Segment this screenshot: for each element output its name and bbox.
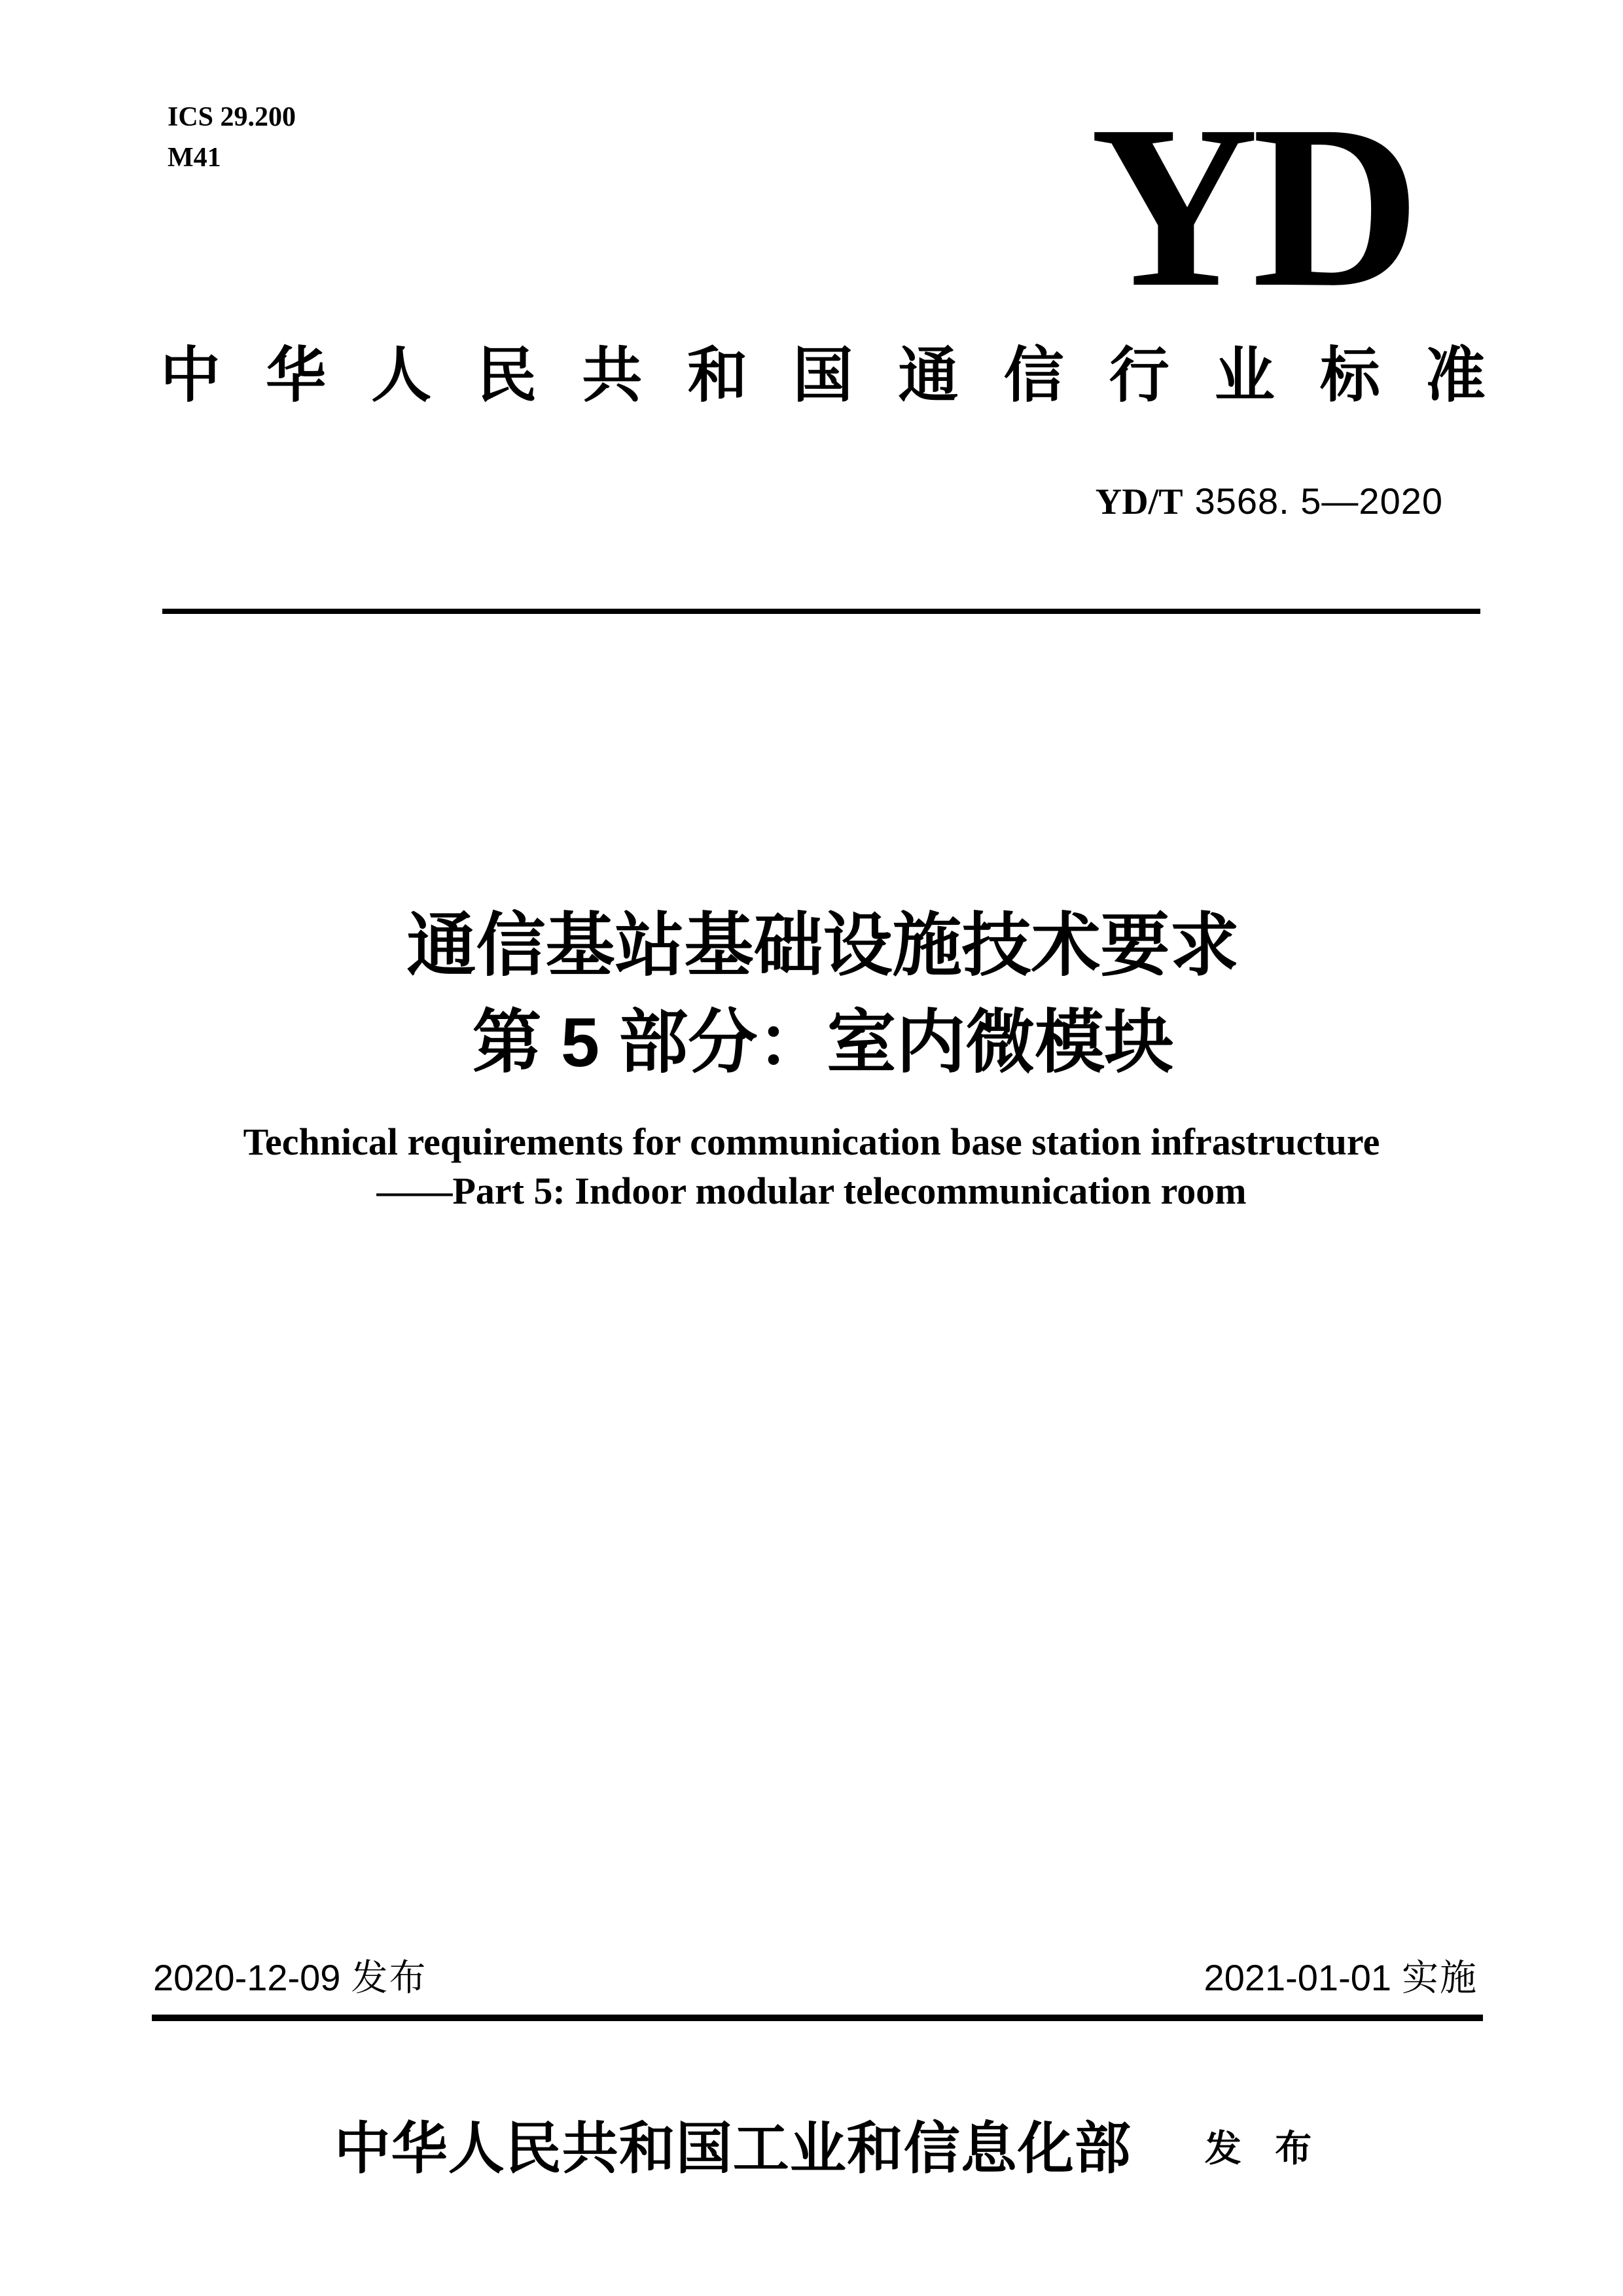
title-cn-line1: 通信基站基础设施技术要求: [406, 907, 1240, 984]
publisher-row: [160, 2117, 1486, 2180]
implement-date: 2021-01-01: [1204, 1957, 1391, 1998]
yd-logo: YD: [1090, 78, 1414, 336]
category-char: 中: [160, 342, 221, 409]
category-char: 标: [1319, 342, 1380, 409]
doc-class-code: M41: [168, 143, 221, 173]
category-char: 人: [371, 342, 432, 409]
implement-label: 实施: [1402, 1957, 1478, 1998]
category-char: 和: [687, 342, 748, 409]
category-char: 信: [1003, 342, 1064, 409]
title-cn-line2: 第 5 部分：室内微模块: [472, 1004, 1174, 1081]
top-rule: [162, 609, 1480, 614]
category-char: 国: [793, 342, 853, 409]
category-char: 共: [582, 342, 643, 409]
category-char: 准: [1425, 342, 1486, 409]
standard-number: [1095, 480, 1443, 522]
title-en-line1: Technical requirements for communication base station infrastructure: [243, 1121, 1380, 1163]
title-en-line2: ——Part 5: Indoor modular telecommunication room: [376, 1170, 1247, 1212]
standard-category-title: [160, 342, 1486, 411]
issue-date-line: [153, 1957, 427, 1998]
category-char: 业: [1214, 342, 1275, 409]
bottom-rule: [152, 2015, 1483, 2021]
issue-label: 发布: [351, 1957, 427, 1998]
ics-code: ICS 29.200: [168, 102, 296, 132]
standard-number-prefix: YD/T: [1095, 482, 1183, 522]
publish-label: 发 布: [1204, 2128, 1312, 2169]
implement-date-line: [1204, 1957, 1478, 1998]
category-char: 华: [266, 342, 327, 409]
category-char: 通: [898, 342, 959, 409]
category-char: 民: [476, 342, 537, 409]
category-char: 行: [1109, 342, 1169, 409]
standard-number-code: 3568. 5—2020: [1194, 480, 1443, 522]
publisher-name: 中华人民共和国工业和信息化部: [334, 2117, 1132, 2180]
issue-date: 2020-12-09: [153, 1957, 341, 1998]
